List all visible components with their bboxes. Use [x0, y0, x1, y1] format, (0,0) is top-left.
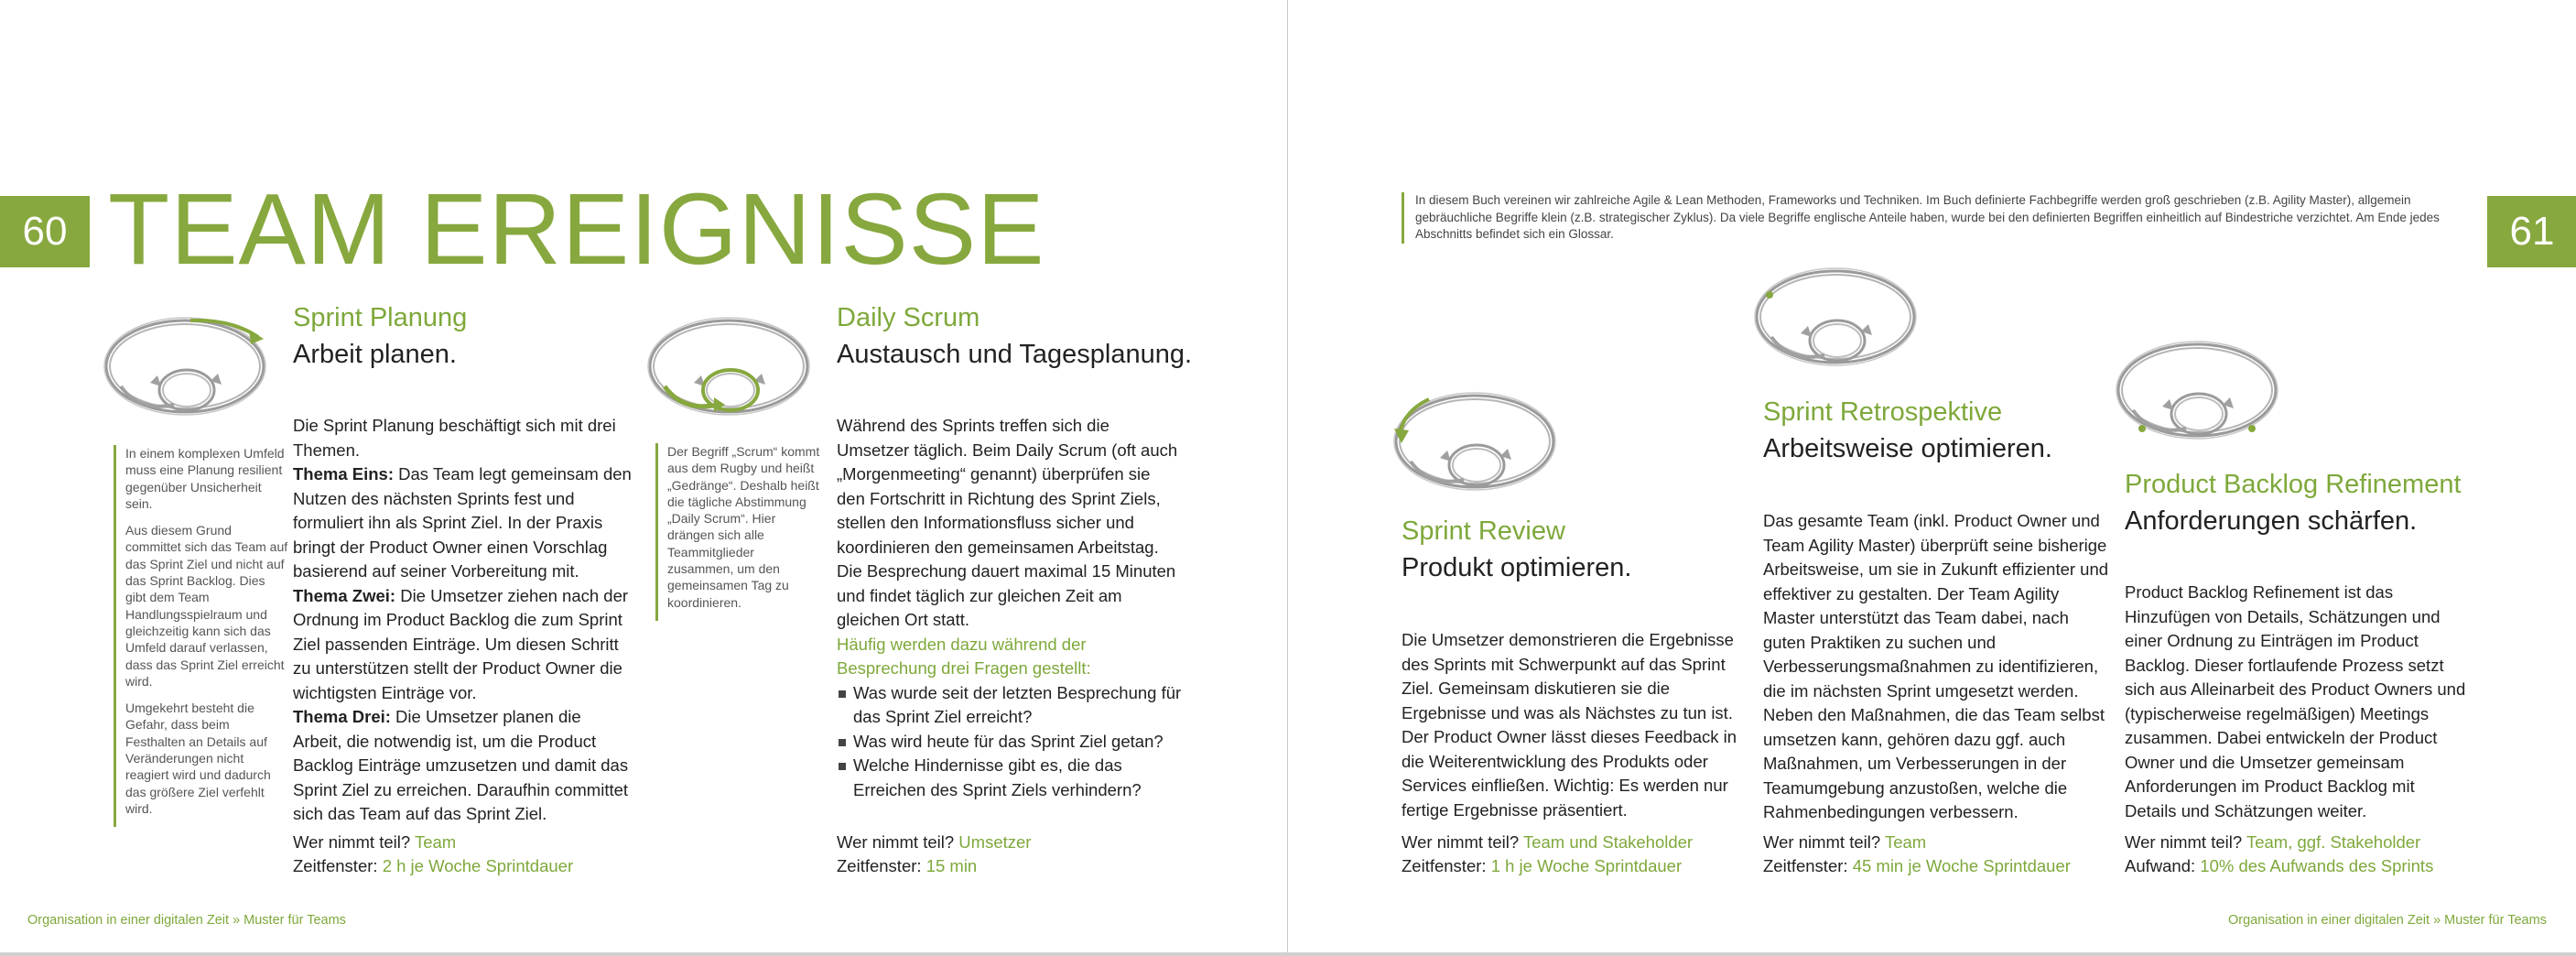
daily-scrum-time	[837, 854, 977, 879]
who-label: Wer nimmt teil?	[293, 832, 411, 852]
pbr-text: Product Backlog Refinement ist das Hinzufügen von Details, Schätzungen und einer Ordnung zu Einträgen im Product Backlog. Dieser fortlaufende Prozess setzt sich aus Alleinarbeit des Product Owners und (typischerweise regelmäßigen) Meetings zusammen. Dabei entwickeln der Product Owner und die Umsetzer gemeinsam Anforderungen im Product Backlog mit Details und Schätzungen weiter.	[2125, 582, 2466, 820]
sprint-planung-subtitle: Arbeit planen.	[293, 340, 457, 369]
sprint-planung-title: Sprint Planung	[293, 303, 468, 332]
sprint-planung-time	[293, 854, 573, 879]
page-bottom-edge	[0, 952, 2576, 956]
sprint-review-text: Die Umsetzer demonstrieren die Ergebnisse des Sprints mit Schwerpunkt auf das Sprint Ziel. Gemeinsam diskutieren sie die Ergebnisse und was als Nächstes zu tun ist. Der Product Owner lässt dieses Feedback in die Weiterentwicklung des Produkts oder Services einfließen. Wichtig: Es werden nur fertige Ergebnisse präsentiert.	[1402, 630, 1737, 820]
sprint-planung-t3-text: Die Umsetzer planen die Arbeit, die notwendig ist, um die Product Backlog Einträge umzusetzen und damit das Sprint Ziel zu erreichen. Daraufhin committet sich das Team auf das Sprint Ziel.	[293, 707, 629, 823]
time-label: Aufwand:	[2125, 856, 2196, 875]
right-page	[1288, 0, 2576, 956]
sprint-planung-t1-text: Das Team legt gemeinsam den Nutzen des nächsten Sprints fest und formuliert ihn als Sprint Ziel. In der Praxis bringt der Product Owner einen Vorschlag basierend auf seiner Vorbereitung mit.	[293, 464, 632, 581]
pbr-time	[2125, 854, 2433, 879]
daily-scrum-who	[837, 831, 1031, 855]
sprint-planung-intro: Die Sprint Planung beschäftigt sich mit drei Themen.	[293, 416, 616, 460]
sprint-review-time	[1402, 854, 1682, 879]
sidenote-p3: Umgekehrt besteht die Gefahr, dass beim Festhalten an Details auf Veränderungen nicht reagiert wird und dadurch das größere Ziel verfehlt wird.	[125, 701, 271, 816]
sprint-retro-text: Das gesamte Team (inkl. Product Owner und Team Agility Master) überprüft seine bisherige Arbeitsweise, um sie in Zukunft effizienter und effektiver zu gestalten. Der Team Agility Master unterstützt das Team dabei, nach guten Praktiken zu suchen und Verbesserungsmaßnahmen zu identifizieren, die im nächsten Sprint umgesetzt werden. Neben den Maßnahmen, die das Team selbst umsetzen kann, gehören dazu ggf. auch Maßnahmen, um Verbesserungen in der Teamumgebung anzustoßen, welche die Rahmenbedingungen verbessern.	[1763, 511, 2109, 821]
sidenote-p2: Aus diesem Grund committet sich das Team auf das Sprint Ziel und nicht auf das Sprint Backlog. Dies gibt dem Team Handlungsspielraum und gleichzeitig kann sich das Umfeld darauf verlassen, dass das Sprint Ziel erreicht wird.	[125, 523, 288, 689]
intro-note: In diesem Buch vereinen wir zahlreiche Agile & Lean Methoden, Frameworks und Techniken. Im Buch definierte Fachbegriffe werden groß geschrieben (z.B. Agility Master), allgemein gebräuchliche Begriffe klein (z.B. strategischer Zyklus). Da viele Begriffe englische Anteile haben, wurde bei den definierten Begriffen einheitlich auf Bindestriche verzichtet. Am Ende jedes Abschnitts befindet sich ein Glossar.	[1402, 192, 2468, 244]
sprint-cycle-daily-icon	[646, 310, 820, 429]
sprint-cycle-planning-icon	[103, 310, 276, 429]
who-label: Wer nimmt teil?	[1402, 832, 1520, 852]
sprint-planung-who	[293, 831, 456, 855]
sidenote-p1: In einem komplexen Umfeld muss eine Planung resilient gegenüber Unsicherheit sein.	[125, 446, 285, 511]
daily-scrum-questions-head: Häufig werden dazu während der Besprechung drei Fragen gestellt:	[837, 634, 1091, 678]
time-value: 15 min	[925, 856, 978, 875]
sprint-planung-sidenote	[114, 445, 288, 827]
sidenote-p1: Der Begriff „Scrum“ kommt aus dem Rugby und heißt „Gedränge“. Deshalb heißt die tägliche Abstimmung „Daily Scrum“. Hier drängen sich alle Teammitglieder zusammen, um den gemeinsamen Tag zu koordinieren.	[667, 444, 820, 610]
page-number-right: 61	[2487, 196, 2576, 267]
daily-scrum-sidenote	[655, 443, 823, 621]
time-value: 45 min je Woche Sprintdauer	[1852, 856, 2071, 875]
sprint-review-title: Sprint Review	[1402, 516, 1565, 546]
who-value: Team	[1884, 832, 1927, 852]
who-value: Team	[414, 832, 457, 852]
sprint-review-who	[1402, 831, 1693, 855]
sprint-planung-t2-label: Thema Zwei:	[293, 585, 396, 605]
time-label: Zeitfenster:	[1402, 856, 1487, 875]
who-value: Umsetzer	[958, 832, 1032, 852]
sprint-planung-t1-label: Thema Eins:	[293, 464, 394, 483]
time-value: 10% des Aufwands des Sprints	[2200, 856, 2434, 875]
list-item: Was wurde seit der letzten Besprechung für das Sprint Ziel erreicht?	[837, 681, 1183, 730]
sprint-cycle-refinement-icon	[2115, 333, 2289, 452]
daily-scrum-questions	[837, 681, 1183, 803]
sprint-planung-body	[293, 414, 633, 827]
sprint-review-body	[1402, 628, 1748, 822]
list-item: Was wird heute für das Sprint Ziel getan?	[837, 730, 1183, 755]
pbr-subtitle: Anforderungen schärfen.	[2125, 506, 2418, 536]
sprint-retro-body	[1763, 509, 2109, 825]
daily-scrum-subtitle: Austausch und Tagesplanung.	[837, 340, 1193, 369]
sprint-retro-title: Sprint Retrospektive	[1763, 397, 2003, 427]
who-value: Team, ggf. Stakeholder	[2246, 832, 2421, 852]
who-label: Wer nimmt teil?	[2125, 832, 2243, 852]
sprint-cycle-review-icon	[1392, 385, 1566, 504]
sprint-review-subtitle: Produkt optimieren.	[1402, 553, 1632, 582]
sprint-cycle-retro-icon	[1753, 260, 1927, 379]
daily-scrum-text: Während des Sprints treffen sich die Umsetzer täglich. Beim Daily Scrum (oft auch „Morgenmeeting“ genannt) überprüfen sie den Fortschritt in Richtung des Sprint Ziels, stellen den Informationsfluss sicher und koordinieren den gemeinsamen Arbeitstag. Die Besprechung dauert maximal 15 Minuten und findet täglich zur gleichen Zeit am gleichen Ort statt.	[837, 416, 1178, 629]
chapter-title: TEAM EREIGNISSE	[108, 173, 1045, 286]
daily-scrum-body	[837, 414, 1183, 802]
page-number-left: 60	[0, 196, 90, 267]
who-value: Team und Stakeholder	[1522, 832, 1694, 852]
who-label: Wer nimmt teil?	[837, 832, 955, 852]
pbr-title: Product Backlog Refinement	[2125, 470, 2462, 499]
time-value: 2 h je Woche Sprintdauer	[382, 856, 574, 875]
pbr-body	[2125, 581, 2471, 823]
time-label: Zeitfenster:	[837, 856, 922, 875]
pbr-who	[2125, 831, 2420, 855]
footer-left: Organisation in einer digitalen Zeit » Muster für Teams	[27, 913, 346, 928]
sprint-planung-t3-label: Thema Drei:	[293, 707, 391, 726]
sprint-retro-subtitle: Arbeitsweise optimieren.	[1763, 434, 2052, 463]
time-label: Zeitfenster:	[1763, 856, 1848, 875]
time-value: 1 h je Woche Sprintdauer	[1490, 856, 1683, 875]
time-label: Zeitfenster:	[293, 856, 378, 875]
who-label: Wer nimmt teil?	[1763, 832, 1881, 852]
daily-scrum-title: Daily Scrum	[837, 303, 980, 332]
sprint-retro-time	[1763, 854, 2071, 879]
sprint-retro-who	[1763, 831, 1926, 855]
sprint-planung-t2-text: Die Umsetzer ziehen nach der Ordnung im Product Backlog die zum Sprint Ziel passenden Einträge. Um diesen Schritt zu unterstützen stellt der Product Owner die wichtigsten Einträge vor.	[293, 585, 629, 702]
footer-right: Organisation in einer digitalen Zeit » Muster für Teams	[2228, 913, 2547, 928]
list-item: Welche Hindernisse gibt es, die das Erreichen des Sprint Ziels verhindern?	[837, 754, 1183, 802]
